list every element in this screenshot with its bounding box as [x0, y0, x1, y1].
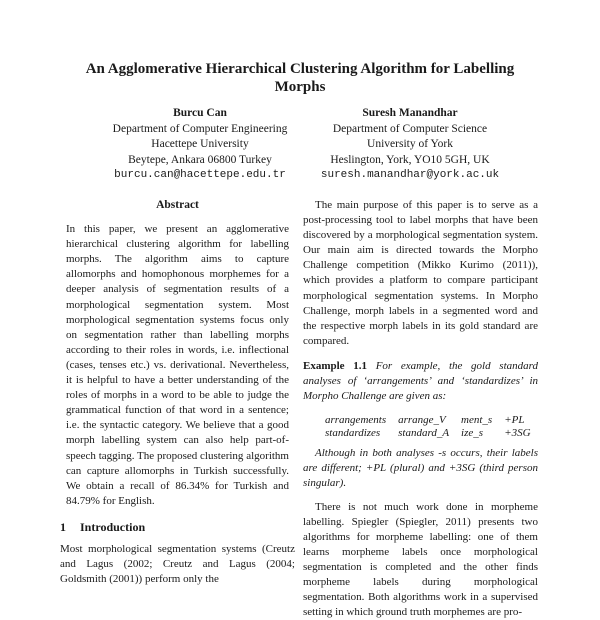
abstract-text: In this paper, we present an agglomerative hierarchical clustering algorithm for labelling morphs. The algorithm aims to capture allomorphs and homophonous morphemes for a deeper analysis of segmentation results of a morphological segmentation system. Most morphological segmentation systems focus only on segmentation rather than labelling morphs according to their roles in words, i.e. inflectional (cases, tenses etc.) vs. derivational. Nevertheless, it is helpful to have a better understanding of the roles of morphs in a word to be able to judge the grammatical function of that word in a sentence; i.e. the syntactic category. We believe that a good morph labelling system can also help part-of-speech tagging. The proposed clustering algorithm can capture allomorphs in Turkish successfully. We obtain a recall of 86.34% for Turkish and 84.79% for English. — [66, 222, 289, 509]
table-cell: +3SG — [504, 427, 542, 440]
right-column — [303, 198, 538, 620]
left-column — [60, 198, 295, 587]
author-email: burcu.can@hacettepe.edu.tr — [100, 168, 300, 184]
table-cell: arrangements — [325, 414, 398, 427]
example-label: Example 1.1 — [303, 360, 367, 372]
table-cell: standard_A — [398, 427, 461, 440]
table-cell: +PL — [504, 414, 542, 427]
author-email: suresh.manandhar@york.ac.uk — [310, 168, 510, 184]
table-row — [325, 427, 543, 440]
author-name: Suresh Manandhar — [310, 106, 510, 122]
author-department: Department of Computer Science — [310, 122, 510, 138]
example-text: For example, the gold standard analyses of ‘arrangements’ and ‘standardizes’ in Morpho Challenge are given as: — [303, 360, 538, 402]
author-name: Burcu Can — [100, 106, 300, 122]
intro-paragraph: Most morphological segmentation systems (Creutz and Lagus (2002; Creutz and Lagus (2004; Goldsmith (2001)) perform only the — [60, 542, 295, 587]
author-university: Hacettepe University — [100, 137, 300, 153]
table-row — [325, 414, 543, 427]
author-department: Department of Computer Engineering — [100, 122, 300, 138]
author-block-2 — [310, 106, 510, 184]
table-cell: standardizes — [325, 427, 398, 440]
table-cell: ize_s — [461, 427, 504, 440]
section-number: 1 — [60, 520, 80, 535]
author-address: Beytepe, Ankara 06800 Turkey — [100, 153, 300, 169]
body-paragraph: The main purpose of this paper is to serve as a post-processing tool to label morphs that have been discovered by a morphological segmentation system. Our main aim is directed towards the Morpho Challenge competition (Mikko Kurimo (2011)), which provides a platform to compare participant morphological segmentation systems. In Morpho Challenge, morph labels in a segmented word and the respective morph labels in its gold standard are compared. — [303, 198, 538, 349]
author-block-1 — [100, 106, 300, 184]
author-university: University of York — [310, 137, 510, 153]
section-heading — [60, 520, 295, 535]
table-cell: arrange_V — [398, 414, 461, 427]
abstract-heading: Abstract — [60, 198, 295, 213]
body-paragraph: There is not much work done in morpheme labelling. Spiegler (Spiegler, 2011) presents two algorithms for morpheme labelling: one of them learns morpheme labels once morphological segmentation is completed and the other finds morpheme labels during morphological segmentation. Both algorithms work in a supervised setting in which ground truth morphemes are pro- — [303, 500, 538, 620]
example-table — [325, 414, 543, 440]
example-block — [303, 359, 538, 404]
author-address: Heslington, York, YO10 5GH, UK — [310, 153, 510, 169]
paper-title: An Agglomerative Hierarchical Clustering Algorithm for Labelling Morphs — [60, 60, 540, 96]
table-cell: ment_s — [461, 414, 504, 427]
section-title: Introduction — [80, 520, 145, 534]
example-explanation: Although in both analyses -s occurs, their labels are different; +PL (plural) and +3SG (third person singular). — [303, 446, 538, 491]
